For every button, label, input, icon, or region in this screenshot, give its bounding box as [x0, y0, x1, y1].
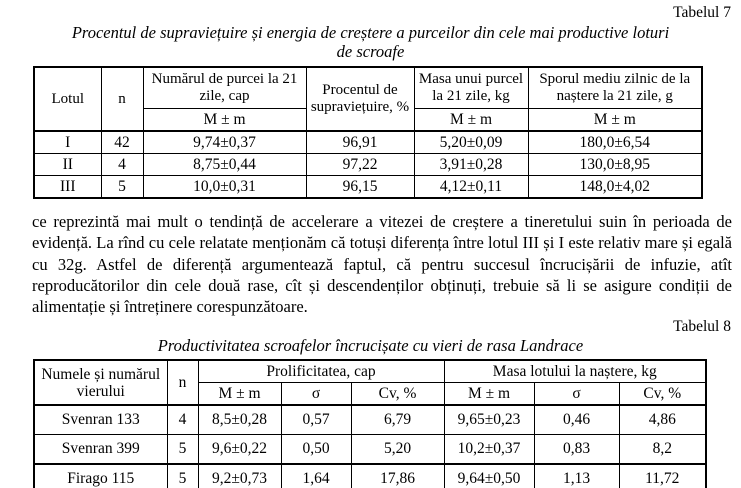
cell-survival: 97,22	[306, 154, 414, 176]
cell-boar-name: Svenran 133	[34, 405, 167, 435]
header-survival: Procentul de supraviețuire, %	[306, 67, 414, 131]
header-litter-mass-group: Masa lotului la naștere, kg	[444, 360, 706, 383]
cell-lot: II	[34, 154, 101, 176]
cell-daily-gain: 148,0±4,02	[528, 176, 702, 199]
table7-title: Procentul de supraviețuire și energia de creștere a purceilor din cele mai productive loturi de scroafe	[71, 23, 670, 61]
cell-lot: I	[34, 131, 101, 154]
table8-caption-label: Tabelul 8	[673, 318, 731, 336]
table-row	[34, 435, 706, 465]
cell-mass-sigma: 1,13	[534, 464, 619, 488]
cell-prolificacy-sigma: 1,64	[281, 464, 351, 488]
cell-piglet-mass: 5,20±0,09	[414, 131, 528, 154]
cell-mass-cv: 11,72	[619, 464, 706, 488]
table-8	[33, 359, 707, 488]
cell-mass-sigma: 0,83	[534, 435, 619, 465]
header-n: n	[101, 67, 143, 131]
subheader-sigma: σ	[281, 383, 351, 406]
cell-survival: 96,15	[306, 176, 414, 199]
cell-mass-mm: 10,2±0,37	[444, 435, 534, 465]
header-lot: Lotul	[34, 67, 101, 131]
subheader-mm: M ± m	[444, 383, 534, 406]
cell-mass-sigma: 0,46	[534, 405, 619, 435]
table-7	[33, 66, 703, 199]
cell-mass-cv: 4,86	[619, 405, 706, 435]
cell-prolificacy-cv: 5,20	[351, 435, 444, 465]
table-row	[34, 176, 702, 199]
cell-n: 4	[101, 154, 143, 176]
cell-mass-mm: 9,65±0,23	[444, 405, 534, 435]
subheader-mm: M ± m	[414, 109, 528, 132]
cell-n: 5	[167, 435, 198, 465]
cell-piglet-count: 10,0±0,31	[143, 176, 306, 199]
table-row	[34, 154, 702, 176]
subheader-cv: Cv, %	[619, 383, 706, 406]
cell-piglet-count: 9,74±0,37	[143, 131, 306, 154]
cell-n: 5	[167, 464, 198, 488]
subheader-sigma: σ	[534, 383, 619, 406]
cell-prolificacy-cv: 6,79	[351, 405, 444, 435]
subheader-cv: Cv, %	[351, 383, 444, 406]
cell-daily-gain: 180,0±6,54	[528, 131, 702, 154]
table8-title: Productivitatea scroafelor încrucișate cu vieri de rasa Landrace	[157, 336, 584, 356]
cell-boar-name: Svenran 399	[34, 435, 167, 465]
cell-piglet-mass: 4,12±0,11	[414, 176, 528, 199]
body-paragraph: ce reprezintă mai mult o tendință de accelerare a vitezei de creștere a tineretului suin în perioada de evidență. La rînd cu cele relatate menționăm că totuși diferența între lotul III și I este relativ mare și egală cu 32g. Astfel de diferență argumentează faptul, că pentru succesul încrucișării de infuzie, atît reproducătorilor din cele două rase, cît și descendenților obținuți, trebuie să li se asigure condiții de alimentație și întreținere corespunzătoare.	[32, 212, 732, 317]
cell-n: 5	[101, 176, 143, 199]
cell-piglet-mass: 3,91±0,28	[414, 154, 528, 176]
table7-caption-label: Tabelul 7	[673, 4, 731, 21]
cell-prolificacy-mm: 9,2±0,73	[198, 464, 281, 488]
subheader-mm: M ± m	[143, 109, 306, 132]
header-piglet-count: Numărul de purcei la 21 zile, cap	[143, 67, 306, 109]
header-n: n	[167, 360, 198, 405]
header-daily-gain: Sporul mediu zilnic de la naștere la 21 zile, g	[528, 67, 702, 109]
subheader-mm: M ± m	[528, 109, 702, 132]
cell-n: 42	[101, 131, 143, 154]
cell-mass-cv: 8,2	[619, 435, 706, 465]
header-prolificacy-group: Prolificitatea, cap	[198, 360, 444, 383]
header-piglet-mass: Masa unui purcel la 21 zile, kg	[414, 67, 528, 109]
cell-boar-name: Firago 115	[34, 464, 167, 488]
cell-daily-gain: 130,0±8,95	[528, 154, 702, 176]
cell-prolificacy-mm: 8,5±0,28	[198, 405, 281, 435]
cell-n: 4	[167, 405, 198, 435]
cell-mass-mm: 9,64±0,50	[444, 464, 534, 488]
cell-piglet-count: 8,75±0,44	[143, 154, 306, 176]
subheader-mm: M ± m	[198, 383, 281, 406]
table7-header-row	[34, 67, 702, 109]
header-boar-name: Numele și numărul vierului	[34, 360, 167, 405]
cell-prolificacy-sigma: 0,50	[281, 435, 351, 465]
table-row	[34, 131, 702, 154]
table-row	[34, 464, 706, 488]
cell-prolificacy-cv: 17,86	[351, 464, 444, 488]
cell-prolificacy-sigma: 0,57	[281, 405, 351, 435]
cell-prolificacy-mm: 9,6±0,22	[198, 435, 281, 465]
cell-lot: III	[34, 176, 101, 199]
cell-survival: 96,91	[306, 131, 414, 154]
table-row	[34, 405, 706, 435]
table8-header-row	[34, 360, 706, 383]
